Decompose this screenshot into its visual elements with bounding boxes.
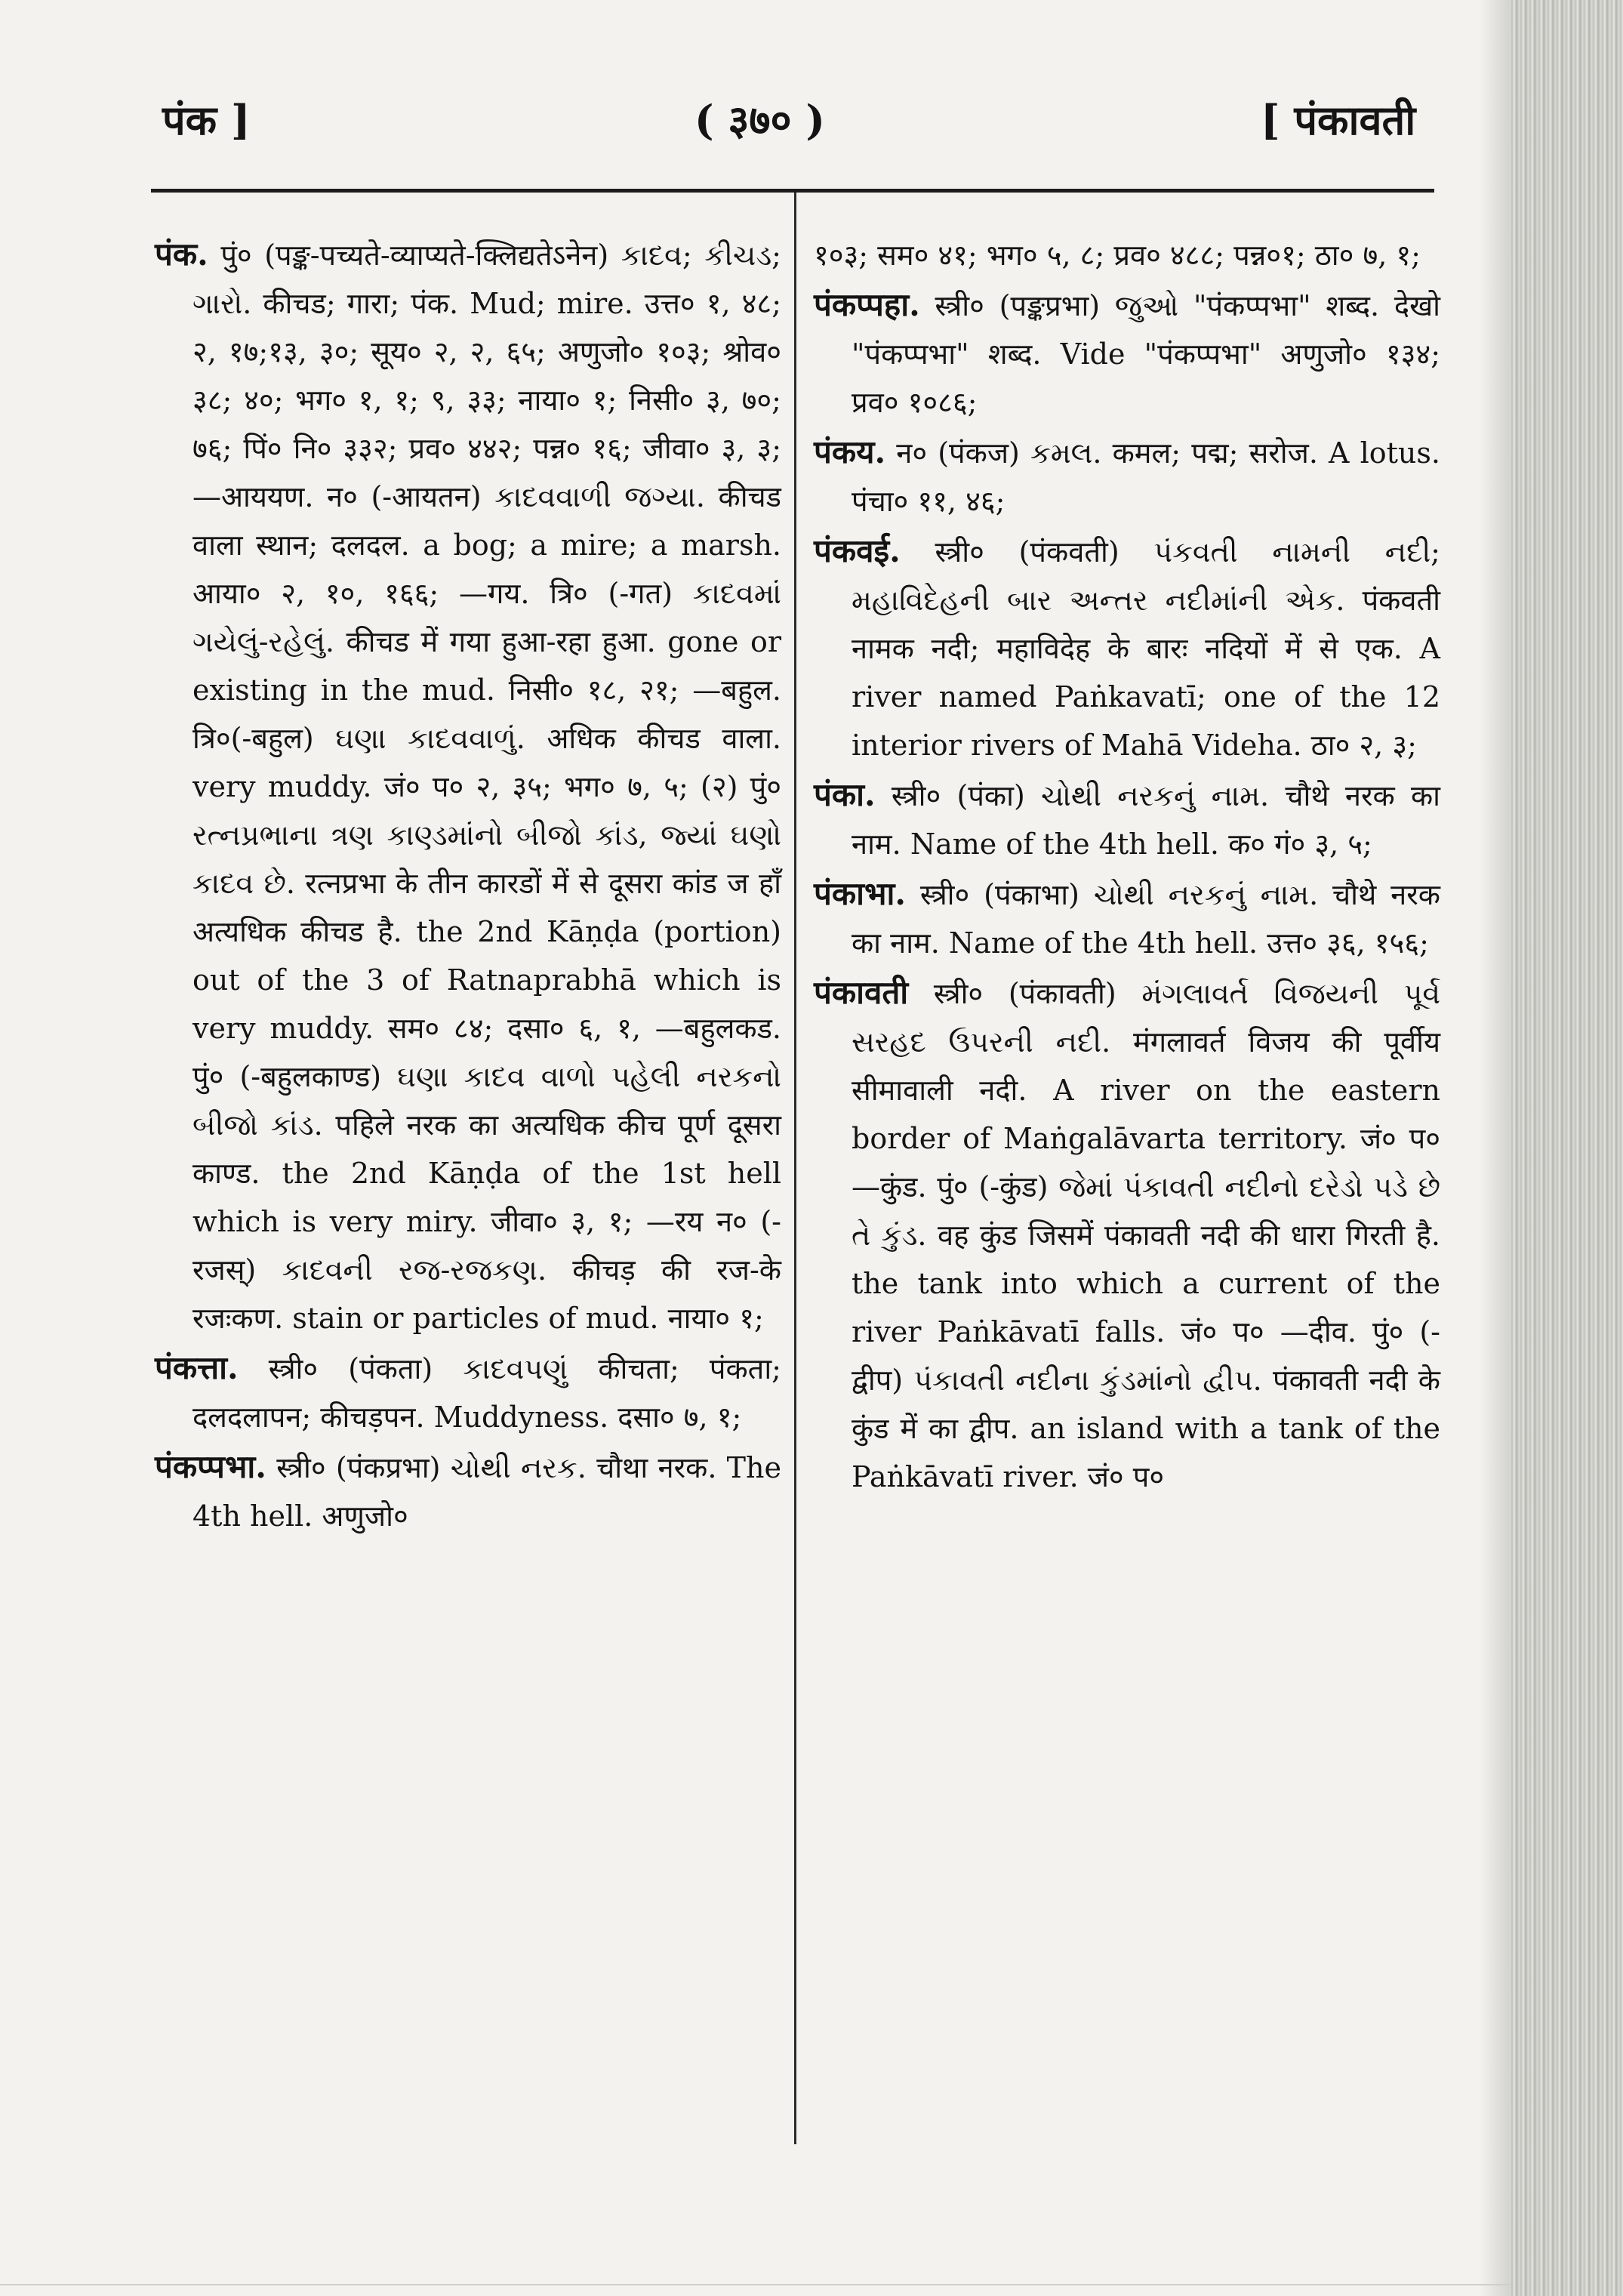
running-head-right: [ पंकावती bbox=[1261, 96, 1416, 144]
entry-text: स्त्री० (पंकवती) પંકવતી નામની નદી; મહાવિદેહની બાર અન્તર નદીમાંની એક. पंकवती नामक नदी; महाविदेह के बारः नदियों में से एक. A river named Paṅkavatī; one of the 12 interior rivers of Mahā Videha. ठा० २, ३; bbox=[852, 535, 1440, 762]
page-number: ( ३७० ) bbox=[694, 96, 825, 144]
entry-headword: पंकाभा. bbox=[814, 875, 907, 912]
entry-text: १०३; सम० ४१; भग० ५, ८; प्रव० ४८८; पन्न०१; ठा० ७, १; bbox=[814, 239, 1421, 272]
dictionary-entry bbox=[155, 1344, 781, 1441]
entry-text: स्त्री० (पंकाभा) ચોથી નરકનું નામ. चौथे नरक का नाम. Name of the 4th hell. उत्त० ३६, १५६; bbox=[852, 878, 1440, 960]
right-column bbox=[814, 230, 1440, 1502]
dictionary-entry bbox=[155, 230, 781, 1342]
dictionary-entry bbox=[814, 771, 1440, 868]
entry-text: स्त्री० (पंकप्रभा) ચોથી નરક. चौथा नरक. The 4th hell. अणुजो० bbox=[192, 1451, 781, 1533]
dictionary-entry bbox=[814, 281, 1440, 427]
page-shadow bbox=[1480, 0, 1510, 2296]
entry-headword: पंकवई. bbox=[814, 532, 901, 569]
header-rule bbox=[151, 189, 1434, 193]
left-column bbox=[155, 230, 781, 1542]
entry-headword: पंकप्पभा. bbox=[155, 1448, 266, 1485]
entry-headword: पंका. bbox=[814, 776, 876, 813]
dictionary-entry bbox=[814, 969, 1440, 1501]
dictionary-entry bbox=[814, 870, 1440, 967]
book-spine-edge bbox=[1510, 0, 1623, 2296]
entry-text: पुं० (पङ्क-पच्यते-व्याप्यते-क्लिद्यतेऽनेन) કાદવ; કીચડ; ગારો. कीचड; गारा; पंक. Mud; mire. उत्त० १, ४८; २, १७;१३, ३०; सूय० २, २, ६५; अणुजो० १०३; श्रोव० ३८; ४०; भग० १, १; ९, ३३; नाया० १; निसी० ३, ७०; ७६; पिं० नि० ३३२; प्रव० ४४२; पन्न० १६; जीवा० ३, ३; —आययण. न० (-आयतन) કાદવવાળી જગ્યા. कीचड वाला स्थान; दलदल. a bog; a mire; a marsh. आया० २, १०, १६६; —गय. त्रि० (-गत) કાદવમાં ગયેલું-રહેલું. कीचड में गया हुआ-रहा हुआ. gone or existing in the mud. निसी० १८, २१; —बहुल. त्रि०(-बहुल) ઘણા કાદવવાળું. अधिक कीचड वाला. very muddy. जं० प० २, ३५; भग० ७, ५; (२) पुं० રત્નપ્રભાના ત્રણ કાણ્ડમાંનો બીજો કાંડ, જ્યાં ઘણો કાદવ છે. रत्नप्रभा के तीन कारडों में से दूसरा कांड ज हाँ अत्यधिक कीचड है. the 2nd Kāṇḍa (portion) out of the 3 of Ratnaprabhā which is very muddy. सम० ८४; दसा० ६, १, —बहुलकड. पुं० (-बहुलकाण्ड) ઘણા કાદવ વાળો પહેલી નરકનો બીજો કાંડ. पहिले नरक का अत्यधिक कीच पूर्ण दूसरा काण्ड. the 2nd Kāṇḍa of the 1st hell which is very miry. जीवा० ३, १; —रय न० (-रजस्) કાદવની રજ-રજકણ. कीचड़ की रज-के रजःकण. stain or particles of mud. नाया० १; bbox=[192, 239, 781, 1335]
entry-text: स्त्री० (पङ्कप्रभा) જુઓ "पंकप्पभा" शब्द. देखो "पंकप्पभा" शब्द. Vide "पंकप्पभा" अणुजो० १३४; प्रव० १०८६; bbox=[852, 289, 1440, 419]
entry-headword: पंकावती bbox=[814, 974, 909, 1011]
column-divider bbox=[794, 193, 796, 2144]
entry-headword: पंकप्पहा. bbox=[814, 286, 920, 323]
dictionary-entry bbox=[155, 1443, 781, 1540]
entry-text: न० (पंकज) કમલ. कमल; पद्म; सरोज. A lotus. पंचा० ११, ४६; bbox=[852, 436, 1440, 518]
dictionary-entry-continued bbox=[814, 230, 1440, 279]
dictionary-entry bbox=[814, 527, 1440, 769]
dictionary-entry bbox=[814, 428, 1440, 525]
entry-headword: पंकत्ता. bbox=[155, 1349, 239, 1386]
entry-text: स्त्री० (पंकता) કાદવપણું कीचता; पंकता; दलदलापन; कीचड़पन. Muddyness. दसा० ७, १; bbox=[192, 1352, 781, 1434]
page-bottom-edge bbox=[0, 2284, 1510, 2285]
running-head-left: पंक ] bbox=[162, 96, 251, 144]
entry-headword: पंकय. bbox=[814, 433, 886, 470]
entry-text: स्त्री० (पंका) ચોથી નરકનું નામ. चौथे नरक का नाम. Name of the 4th hell. क० गं० ३, ५; bbox=[852, 779, 1440, 861]
entry-headword: पंक. bbox=[155, 236, 208, 273]
entry-text: स्त्री० (पंकावती) મંગલાવર્ત વિજયની પૂર્વ સરહદ ઉપરની નદી. मंगलावर्त विजय की पूर्वीय सीमावाली नदी. A river on the eastern border of Maṅgalāvarta territory. जं० प० —कुंड. पुं० (-कुंड) જેમાં પંકાવતી નદીનો દરેડો પડે છે તે કુંડ. वह कुंड जिसमें पंकावती नदी की धारा गिरती है. the tank into which a current of the river Paṅkāvatī falls. जं० प० —दीव. पुं० (-द्वीप) પંકાવતી નદીના કુંડમાંનો દ્વીપ. पंकावती नदी के कुंड में का द्वीप. an island with a tank of the Paṅkāvatī river. जं० प० bbox=[852, 977, 1440, 1493]
